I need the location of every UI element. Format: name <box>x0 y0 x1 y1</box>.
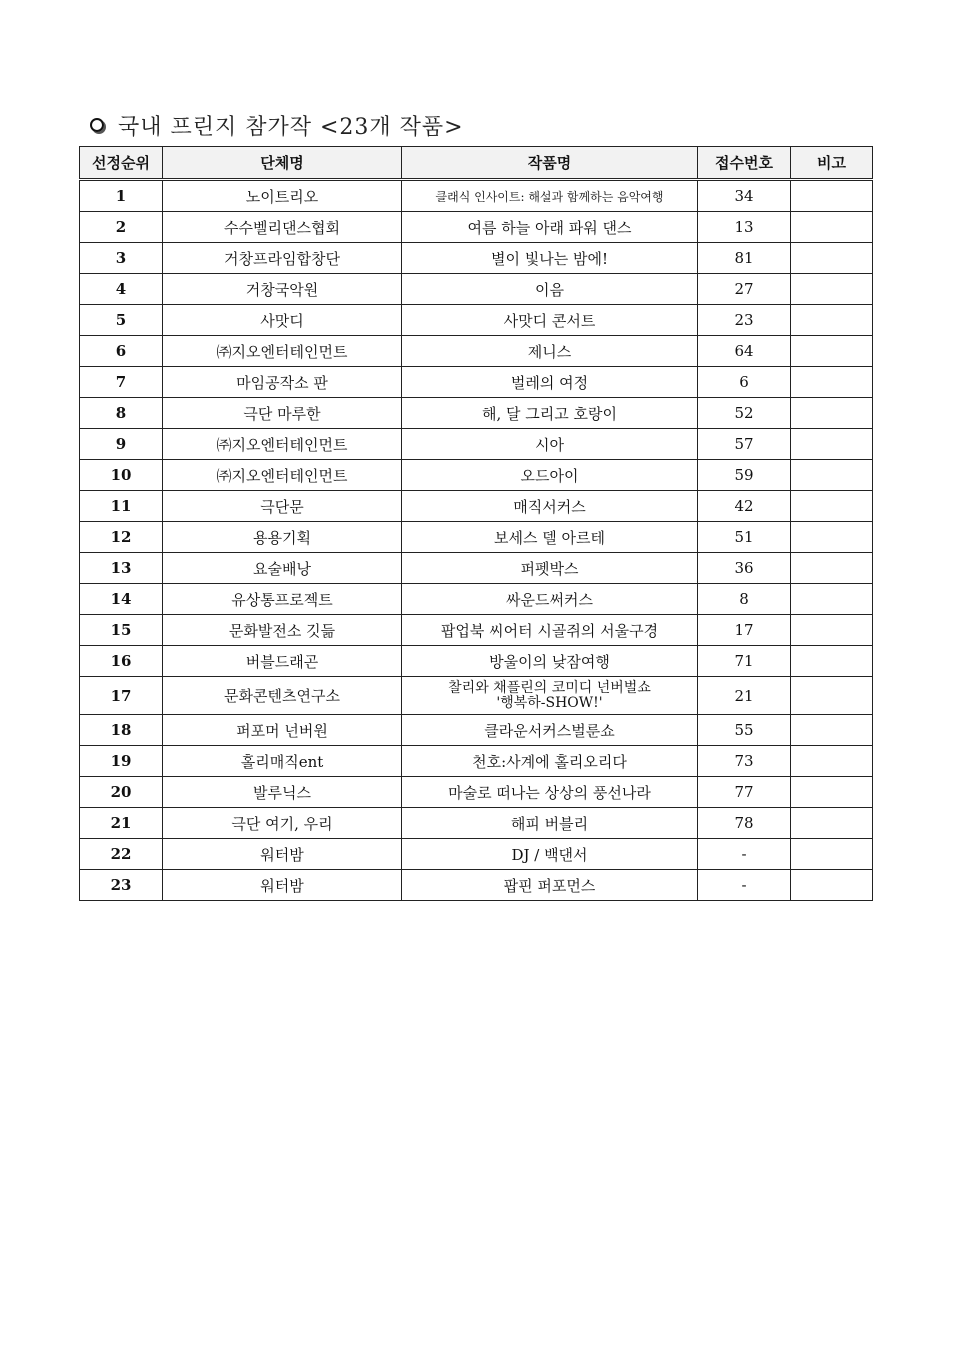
cell-group: 홀리매직ent <box>163 746 402 777</box>
cell-rank: 18 <box>80 715 163 746</box>
cell-number: 8 <box>698 584 791 615</box>
cell-number: - <box>698 870 791 901</box>
cell-rank: 14 <box>80 584 163 615</box>
table-row <box>80 212 873 243</box>
cell-group: 요술배낭 <box>163 553 402 584</box>
section-heading <box>90 110 464 140</box>
table-row <box>80 398 873 429</box>
cell-title: 해, 달 그리고 호랑이 <box>402 398 698 429</box>
cell-group: 문화콘텐츠연구소 <box>163 677 402 715</box>
cell-note <box>791 212 873 243</box>
cell-title: 별이 빛나는 밤에! <box>402 243 698 274</box>
cell-group: 극단 마루한 <box>163 398 402 429</box>
cell-rank: 3 <box>80 243 163 274</box>
cell-number: 42 <box>698 491 791 522</box>
cell-note <box>791 808 873 839</box>
cell-number: 77 <box>698 777 791 808</box>
cell-note <box>791 646 873 677</box>
cell-number: 78 <box>698 808 791 839</box>
cell-rank: 8 <box>80 398 163 429</box>
cell-note <box>791 367 873 398</box>
cell-title: 보세스 델 아르테 <box>402 522 698 553</box>
table-row <box>80 367 873 398</box>
table-row <box>80 336 873 367</box>
cell-number: 52 <box>698 398 791 429</box>
cell-title: 팝업북 씨어터 시골쥐의 서울구경 <box>402 615 698 646</box>
cell-title: 싸운드써커스 <box>402 584 698 615</box>
cell-number: 59 <box>698 460 791 491</box>
table-row <box>80 522 873 553</box>
cell-group: 발루닉스 <box>163 777 402 808</box>
cell-note <box>791 180 873 212</box>
cell-note <box>791 336 873 367</box>
table-row <box>80 777 873 808</box>
header-rank: 선정순위 <box>80 147 163 180</box>
cell-rank: 12 <box>80 522 163 553</box>
cell-title: 벌레의 여정 <box>402 367 698 398</box>
cell-title-line-2: '행복하-SHOW!' <box>496 694 603 711</box>
cell-title: DJ / 백댄서 <box>402 839 698 870</box>
table-row <box>80 553 873 584</box>
cell-group: 수수벨리댄스협회 <box>163 212 402 243</box>
cell-group: 문화발전소 깃듦 <box>163 615 402 646</box>
cell-group: 사맛디 <box>163 305 402 336</box>
header-group: 단체명 <box>163 147 402 180</box>
header-note: 비고 <box>791 147 873 180</box>
cell-rank: 15 <box>80 615 163 646</box>
cell-group: 거창국악원 <box>163 274 402 305</box>
table-row <box>80 243 873 274</box>
cell-note <box>791 677 873 715</box>
cell-number: 57 <box>698 429 791 460</box>
cell-group: 마임공작소 판 <box>163 367 402 398</box>
cell-title: 방울이의 낮잠여행 <box>402 646 698 677</box>
circle-bullet-icon <box>90 118 104 132</box>
cell-title: 여름 하늘 아래 파워 댄스 <box>402 212 698 243</box>
cell-title: 퍼펫박스 <box>402 553 698 584</box>
table-row <box>80 584 873 615</box>
table-row <box>80 615 873 646</box>
cell-number: 55 <box>698 715 791 746</box>
cell-number: 21 <box>698 677 791 715</box>
table-row <box>80 491 873 522</box>
cell-group: 극단 여기, 우리 <box>163 808 402 839</box>
cell-group: 유상통프로젝트 <box>163 584 402 615</box>
cell-rank: 6 <box>80 336 163 367</box>
cell-title: 팝핀 퍼포먼스 <box>402 870 698 901</box>
cell-number: 73 <box>698 746 791 777</box>
cell-note <box>791 429 873 460</box>
table-header-row <box>80 147 873 180</box>
cell-note <box>791 274 873 305</box>
header-title: 작품명 <box>402 147 698 180</box>
cell-note <box>791 398 873 429</box>
cell-rank: 13 <box>80 553 163 584</box>
table-row <box>80 677 873 715</box>
table-row <box>80 646 873 677</box>
cell-title-line-1: 찰리와 채플린의 코미디 넌버벌쇼 <box>448 679 651 696</box>
cell-title: 클라운서커스벌룬쇼 <box>402 715 698 746</box>
table-row <box>80 808 873 839</box>
cell-note <box>791 839 873 870</box>
cell-rank: 1 <box>80 180 163 212</box>
cell-number: 34 <box>698 180 791 212</box>
table-row <box>80 839 873 870</box>
cell-group: ㈜지오엔터테인먼트 <box>163 336 402 367</box>
cell-title: 해피 버블리 <box>402 808 698 839</box>
cell-title: 이음 <box>402 274 698 305</box>
table-row <box>80 746 873 777</box>
cell-note <box>791 615 873 646</box>
cell-rank: 23 <box>80 870 163 901</box>
cell-group: 극단문 <box>163 491 402 522</box>
cell-note <box>791 584 873 615</box>
table-row <box>80 274 873 305</box>
entries-table <box>79 146 873 901</box>
cell-rank: 2 <box>80 212 163 243</box>
cell-title: 제니스 <box>402 336 698 367</box>
cell-title: 사맛디 콘서트 <box>402 305 698 336</box>
cell-number: 13 <box>698 212 791 243</box>
table-row <box>80 715 873 746</box>
cell-rank: 11 <box>80 491 163 522</box>
cell-group: 워터밤 <box>163 839 402 870</box>
cell-note <box>791 715 873 746</box>
cell-group: 용용기획 <box>163 522 402 553</box>
cell-number: - <box>698 839 791 870</box>
cell-rank: 7 <box>80 367 163 398</box>
cell-title <box>402 677 698 715</box>
cell-title: 시아 <box>402 429 698 460</box>
cell-rank: 20 <box>80 777 163 808</box>
cell-group: 노이트리오 <box>163 180 402 212</box>
cell-note <box>791 243 873 274</box>
cell-number: 36 <box>698 553 791 584</box>
cell-rank: 5 <box>80 305 163 336</box>
heading-text: 국내 프린지 참가작 <23개 작품> <box>118 114 464 140</box>
cell-number: 81 <box>698 243 791 274</box>
cell-title: 매직서커스 <box>402 491 698 522</box>
cell-note <box>791 305 873 336</box>
cell-note <box>791 522 873 553</box>
cell-group: 거창프라임합창단 <box>163 243 402 274</box>
cell-number: 64 <box>698 336 791 367</box>
cell-title: 천호:사계에 홀리오리다 <box>402 746 698 777</box>
cell-rank: 4 <box>80 274 163 305</box>
cell-number: 71 <box>698 646 791 677</box>
cell-group: ㈜지오엔터테인먼트 <box>163 460 402 491</box>
cell-title: 마술로 떠나는 상상의 풍선나라 <box>402 777 698 808</box>
cell-rank: 9 <box>80 429 163 460</box>
cell-note <box>791 491 873 522</box>
cell-rank: 10 <box>80 460 163 491</box>
cell-group: 버블드래곤 <box>163 646 402 677</box>
cell-note <box>791 746 873 777</box>
header-number: 접수번호 <box>698 147 791 180</box>
cell-group: 워터밤 <box>163 870 402 901</box>
cell-rank: 21 <box>80 808 163 839</box>
table-row <box>80 180 873 212</box>
cell-number: 17 <box>698 615 791 646</box>
cell-rank: 19 <box>80 746 163 777</box>
cell-title: 오드아이 <box>402 460 698 491</box>
cell-title: 클래식 인사이트: 해설과 함께하는 음악여행 <box>402 180 698 212</box>
cell-number: 27 <box>698 274 791 305</box>
table-row <box>80 305 873 336</box>
cell-number: 23 <box>698 305 791 336</box>
cell-number: 51 <box>698 522 791 553</box>
cell-note <box>791 553 873 584</box>
cell-note <box>791 777 873 808</box>
table-row <box>80 460 873 491</box>
cell-note <box>791 460 873 491</box>
cell-rank: 16 <box>80 646 163 677</box>
cell-rank: 22 <box>80 839 163 870</box>
cell-number: 6 <box>698 367 791 398</box>
cell-note <box>791 870 873 901</box>
cell-group: ㈜지오엔터테인먼트 <box>163 429 402 460</box>
table-row <box>80 429 873 460</box>
table-row <box>80 870 873 901</box>
cell-group: 퍼포머 넌버원 <box>163 715 402 746</box>
cell-rank: 17 <box>80 677 163 715</box>
